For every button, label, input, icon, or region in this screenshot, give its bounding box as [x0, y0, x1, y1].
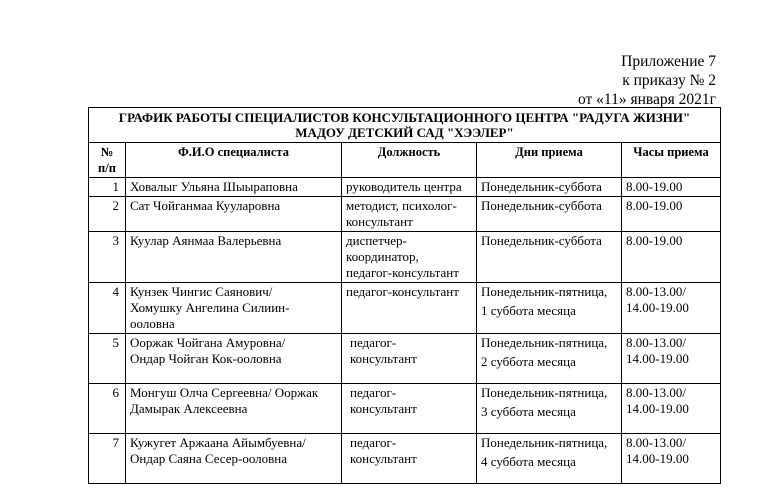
reception-hours: [622, 334, 721, 384]
table-row: [89, 232, 721, 283]
reception-days-line: 1 суббота месяца: [481, 303, 576, 318]
position: [342, 334, 477, 384]
table-row: [89, 178, 721, 197]
reception-hours-line: 14.00-19.00: [626, 451, 689, 466]
reception-days-line: 2 суббота месяца: [481, 354, 576, 369]
specialist-name: [126, 197, 342, 232]
table-title-line-2: МАДОУ ДЕТСКИЙ САД "ХЭЭЛЕР": [295, 125, 514, 140]
reception-days: [477, 232, 622, 283]
specialist-name-line: Кунзек Чингис Саянович/: [130, 284, 273, 299]
reception-hours-line: 8.00-13.00/: [626, 385, 686, 400]
header-name: Ф.И.О специалиста: [126, 143, 342, 178]
reception-days: [477, 197, 622, 232]
specialist-name-line: Ховалыг Ульяна Шыыраповна: [130, 179, 298, 194]
header-hours: Часы приема: [622, 143, 721, 178]
header-num: [89, 143, 126, 178]
row-number-line: 1: [112, 179, 119, 194]
row-number: [89, 334, 126, 384]
position-line: диспетчер-: [346, 233, 407, 248]
reception-days-line: 3 суббота месяца: [481, 404, 576, 419]
table-row: [89, 283, 721, 334]
appendix-number: Приложение 7: [621, 53, 716, 70]
table-title-line-1: ГРАФИК РАБОТЫ СПЕЦИАЛИСТОВ КОНСУЛЬТАЦИОННОГО ЦЕНТРА "РАДУГА ЖИЗНИ": [118, 110, 691, 125]
header-num-line-2: п/п: [98, 161, 116, 175]
specialist-name: [126, 283, 342, 334]
position-line: консультант: [346, 214, 413, 229]
row-number-line: 4: [112, 284, 119, 299]
specialist-name-line: Ондар Чойган Кок-ооловна: [130, 351, 282, 366]
reception-hours: [622, 434, 721, 484]
specialist-name-line: Ондар Саяна Сесер-ооловна: [130, 451, 288, 466]
reception-days-line: Понедельник-суббота: [481, 233, 602, 248]
header-position: Должность: [342, 143, 477, 178]
specialist-name-line: Дамырак Алексеевна: [130, 401, 248, 416]
reception-hours: [622, 197, 721, 232]
reception-hours-line: 8.00-13.00/: [626, 284, 686, 299]
specialist-name-line: Куулар Аянмаа Валерьевна: [130, 233, 282, 248]
table-header-row: [89, 143, 721, 178]
reception-days: [477, 384, 622, 434]
reception-hours-line: 14.00-19.00: [626, 401, 689, 416]
specialist-name-line: Сат Чойганмаа Кууларовна: [130, 198, 281, 213]
row-number: [89, 434, 126, 484]
position-line: консультант: [350, 451, 417, 466]
reception-days: [477, 283, 622, 334]
specialist-name: [126, 178, 342, 197]
position-line: педагог-: [350, 335, 397, 350]
reception-hours-line: 8.00-19.00: [626, 233, 683, 248]
reception-hours-line: 8.00-19.00: [626, 198, 683, 213]
reception-days-line: Понедельник-пятница,: [481, 385, 608, 400]
reception-days: [477, 334, 622, 384]
reception-days: [477, 434, 622, 484]
position-line: педагог-: [350, 385, 397, 400]
reception-hours-line: 14.00-19.00: [626, 351, 689, 366]
position-line: педагог-консультант: [346, 284, 459, 299]
specialist-name: [126, 334, 342, 384]
reception-hours: [622, 384, 721, 434]
reception-hours-line: 8.00-13.00/: [626, 335, 686, 350]
row-number: [89, 197, 126, 232]
table-row: [89, 384, 721, 434]
reception-days: [477, 178, 622, 197]
specialist-name: [126, 384, 342, 434]
specialist-name-line: Ооржак Чойгана Амуровна/: [130, 335, 286, 350]
reception-days-line: Понедельник-пятница,: [481, 435, 608, 450]
position-line: руководитель центра: [346, 179, 462, 194]
row-number-line: 7: [112, 435, 119, 450]
reception-hours: [622, 283, 721, 334]
reception-hours-line: 8.00-13.00/: [626, 435, 686, 450]
position: [342, 178, 477, 197]
position-line: педагог-консультант: [346, 265, 459, 280]
row-number-line: 6: [112, 385, 119, 400]
row-number-line: 3: [112, 233, 119, 248]
specialist-name: [126, 232, 342, 283]
header-days: Дни приема: [477, 143, 622, 178]
table-row: [89, 434, 721, 484]
row-number: [89, 283, 126, 334]
position: [342, 384, 477, 434]
reception-days-line: 4 суббота месяца: [481, 454, 576, 469]
reception-days-line: Понедельник-пятница,: [481, 284, 608, 299]
row-number-line: 2: [112, 198, 119, 213]
appendix-header: [578, 52, 716, 109]
position-line: консультант: [350, 351, 417, 366]
table-title-row: [89, 108, 721, 143]
table-title: [89, 108, 721, 143]
specialist-name-line: Монгуш Олча Сергеевна/ Ооржак: [130, 385, 319, 400]
position-line: педагог-: [350, 435, 397, 450]
row-number: [89, 178, 126, 197]
reception-hours: [622, 178, 721, 197]
reception-days-line: Понедельник-пятница,: [481, 335, 608, 350]
order-reference: к приказу № 2: [622, 72, 716, 89]
specialist-name: [126, 434, 342, 484]
header-num-line-1: №: [100, 145, 114, 159]
table-row: [89, 197, 721, 232]
reception-hours-line: 14.00-19.00: [626, 300, 689, 315]
specialist-name-line: Кужугет Аржаана Айымбуевна/: [130, 435, 306, 450]
reception-days-line: Понедельник-суббота: [481, 198, 602, 213]
position: [342, 232, 477, 283]
reception-hours: [622, 232, 721, 283]
table-row: [89, 334, 721, 384]
position-line: методист, психолог-: [346, 198, 457, 213]
schedule-table: [88, 107, 721, 484]
reception-days-line: Понедельник-суббота: [481, 179, 602, 194]
position-line: координатор,: [346, 249, 419, 264]
specialist-name-line: ооловна: [130, 316, 175, 331]
position: [342, 434, 477, 484]
row-number: [89, 384, 126, 434]
specialist-name-line: Хомушку Ангелина Силиин-: [130, 300, 290, 315]
row-number: [89, 232, 126, 283]
row-number-line: 5: [112, 335, 119, 350]
position: [342, 283, 477, 334]
reception-hours-line: 8.00-19.00: [626, 179, 683, 194]
position: [342, 197, 477, 232]
position-line: консультант: [350, 401, 417, 416]
order-date: от «11» января 2021г: [577, 91, 716, 108]
